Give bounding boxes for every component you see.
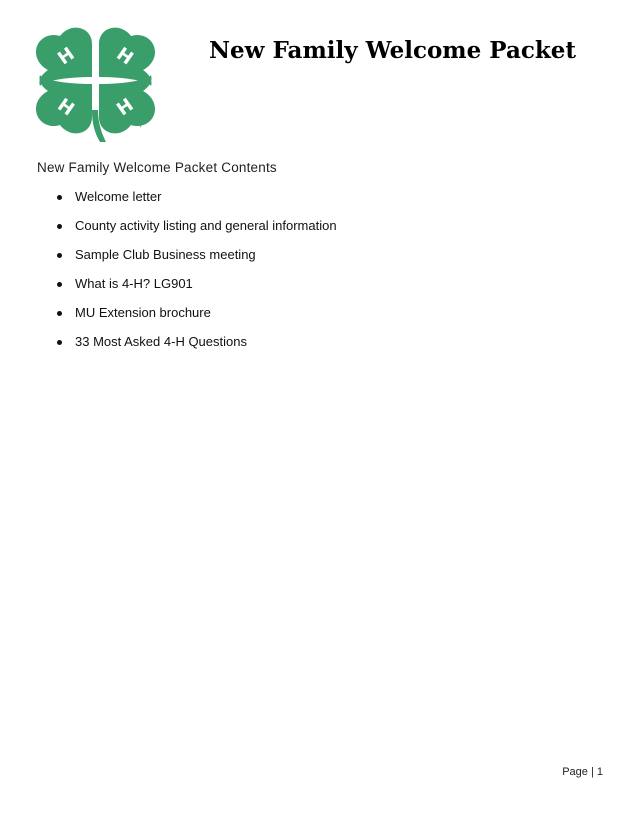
bullet-icon xyxy=(57,224,62,229)
page-title: New Family Welcome Packet xyxy=(209,37,577,64)
list-item-text: Welcome letter xyxy=(75,189,162,204)
bullet-icon xyxy=(57,253,62,258)
bullet-icon xyxy=(57,340,62,345)
page-number: Page | 1 xyxy=(562,766,603,778)
contents-heading: New Family Welcome Packet Contents xyxy=(37,160,277,175)
clover-letter-h: H xyxy=(54,43,79,70)
four-h-clover-logo xyxy=(32,22,162,144)
list-item xyxy=(0,302,337,331)
list-item-text: County activity listing and general information xyxy=(75,218,337,233)
list-item xyxy=(0,215,337,244)
clover-letter-h: H xyxy=(113,94,138,121)
list-item-text: 33 Most Asked 4-H Questions xyxy=(75,334,247,349)
list-item xyxy=(0,331,337,360)
contents-list xyxy=(0,186,337,360)
list-item-text: What is 4-H? LG901 xyxy=(75,276,193,291)
list-item xyxy=(0,244,337,273)
bullet-icon xyxy=(57,195,62,200)
list-item xyxy=(0,273,337,302)
list-item-text: MU Extension brochure xyxy=(75,305,211,320)
list-item-text: Sample Club Business meeting xyxy=(75,247,256,262)
bullet-icon xyxy=(57,311,62,316)
list-item xyxy=(0,186,337,215)
clover-letter-h: H xyxy=(112,43,137,70)
emblem-mark-text: 18 USC 707 xyxy=(137,104,157,130)
clover-letter-h: H xyxy=(53,94,78,121)
bullet-icon xyxy=(57,282,62,287)
